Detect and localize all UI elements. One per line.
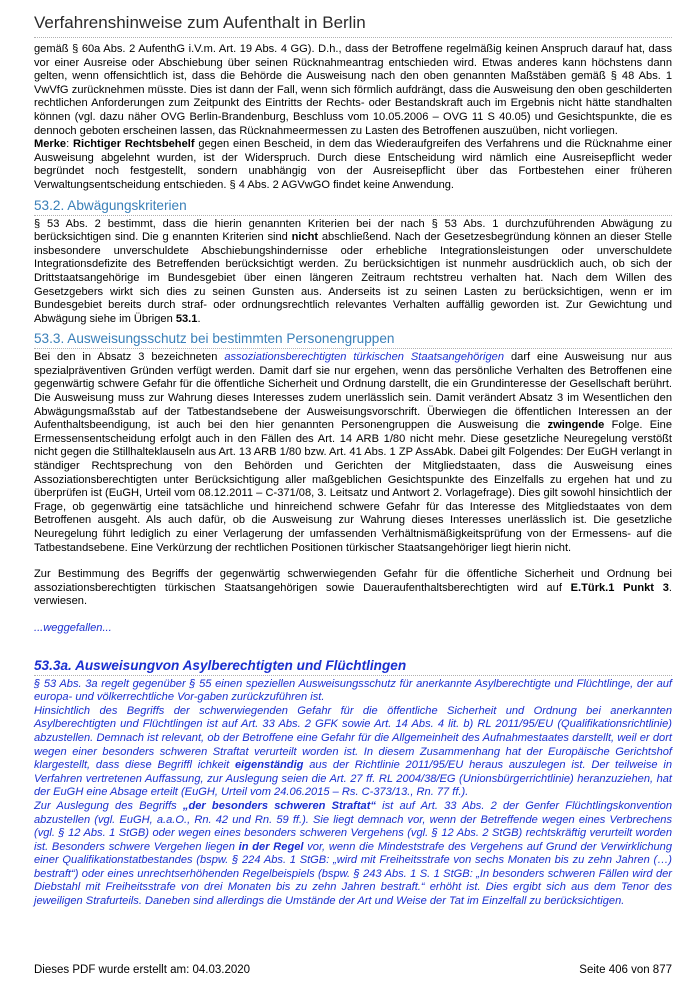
text-run: Bei den in Absatz 3 bezeichneten: [34, 351, 225, 364]
intro-paragraph: gemäß § 60a Abs. 2 AufenthG i.V.m. Art. 19 Abs. 4 GG). D.h., dass der Betroffene regelmäßig keinen Anspruch darauf hat, dass vor einer Ausreise oder Abschiebung über seinen Rücknahmeantrag entschieden wird. Etwas anderes kann höchstens dann gelten, wenn offensichtlich ist, dass die Behörde die Ausweisung nach den oben genannten Maßstäben gemäß § 48 Abs. 1 VwVfG zurücknehmen müsste. Dies ist dann der Fall, wenn sich förmlich aufdrängt, dass die Ausweisung den oben geschilderten rechtlichen Anforderungen zum Zeitpunkt des Eintritts der Rechts- oder Bestandskraft auch im Ergebnis nicht hätte standhalten können (vgl. dazu näher OVG Berlin-Brandenburg, Beschluss vom 10.05.2006 – OVG 11 S 40.05) und Gesichtspunkte, die es dennoch geboten erscheinen lassen, das Rücknahmeermessen zu Lasten des Betroffenen auszuüben, nicht vorliegen.: [34, 43, 672, 137]
section-53-2-paragraph: [34, 218, 672, 327]
text-run: vor, wenn die Mindeststrafe des Vergehens auf Grund der Verwirklichung einer Qualifikationstatbestandes (bspw. § 224 Abs. 1 StGB: „wird mit Freiheitsstrafe von sechs Monaten bis zu zehn Jahren (…) bestraft“) oder eines unrechtserhöhenden Regelbeispiels (bspw. § 243 Abs. 1 S. 1 StGB: „In besonders schweren Fällen wird der Diebstahl mit Freiheitsstrafe von drei Monaten bis zu zehn Jahren bestraft.“ erhöht ist. Dies ergibt sich aus dem Tenor des jeweiligen Strafurteils. Daneben sind allerdings die Umstände der Art und Weise der Tat im Einzelfall zu berücksichtigen.: [34, 840, 673, 908]
text-run: § 53 Abs. 2 bestimmt, dass die hierin genannten Kriterien bei der nach § 53 Abs. 1 durchzuführenden Abwägung zu berücksichtigen sind. Die g enannten Kriterien sind: [34, 217, 672, 244]
merke-paragraph: [34, 138, 672, 192]
bold-run: zwingende: [547, 419, 605, 432]
cross-reference-etuerk[interactable]: E.Türk.1 Punkt 3: [570, 581, 669, 594]
bold-run: in der Regel: [238, 840, 304, 853]
section-53-3a-paragraph-2: [34, 705, 672, 800]
bold-run: nicht: [291, 231, 319, 244]
document-page: [34, 0, 672, 909]
footer-page-number: Seite 406 von 877: [579, 964, 672, 976]
text-run: Folge. Eine Ermessensentscheidung erfolgt auch in den Fällen des Art. 14 ARB 1/80 nicht mehr. Diese gesetzliche Neuregelung verstößt nicht gegen die Stillhalteklauseln aus Art. 13 ARB 1/80 bzw. Art. 41 Abs. 1 ZP AssAbk. Dabei gilt Folgendes: Der EuGH verlangt in ständiger Rechtsprechung von den Behörden und Gerichten der Mitgliedstaaten, dass die Ausweisung eines Assoziationsberechtigten unter Berücksichtigung aller maßgeblichen Gesichtspunkte des Einzelfalls zu ergehen hat und zu überprüfen ist (EuGH, Urteil vom 08.12.2011 – C-371/08, 3. Leitsatz und Antwort 2. Vorlagefrage). Dies gilt sowohl hinsichtlich der Frage, ob gegenwärtig eine tatsächliche und hinreichend schwere Gefahr für das Interesse des Mitgliedstaates von dem Betroffenen ausgeht. Als auch dafür, ob die Ausweisung zur Wahrung dieses Interesses unerlässlich ist. Die gesetzliche Neuregelung führt lediglich zu einer Verlagerung der umfassenden Verhältnismäßigkeitsprüfung von der Ermessens- auf die Tatbestandsebene. Eine Verkürzung der rechtlichen Positionen türkischer Staatsangehöriger liegt hierin nicht.: [34, 419, 672, 554]
text-run: Zur Auslegung des Begriffs: [34, 799, 183, 812]
section-heading-53-2: 53.2. Abwägungskriterien: [34, 197, 672, 216]
section-53-3a-paragraph-3: [34, 800, 672, 909]
text-run: abschließend. Nach der Gesetzesbegründung können an dieser Stelle insbesondere unverschuldete Abschiebungshindernisse oder erhebliche Integrationsleistungen oder unverschuldete Integrationsdefizite des Betreffenden berücksichtigt werden. Zu berücksichtigen ist nunmehr ausdrücklich auch, ob sich der Drittstaatsangehörige im Bundesgebiet über einen längeren Zeitraum rechtstreu verhalten hat. Nach dem Willen des Gesetzgebers wirkt sich dies zu seinen Gunsten aus. Anderseits ist zu seinen Lasten zu berücksichtigen, wenn er im Bundesgebiet bereits durch straf- oder ordnungsrechtlich relevantes Verhalten auffällig geworden ist. Zur Gewichtung und Abwägung siehe im Übrigen: [34, 231, 672, 325]
text-run: . verwiesen.: [34, 581, 672, 608]
section-heading-53-3: 53.3. Ausweisungsschutz bei bestimmten Personengruppen: [34, 330, 672, 349]
text-run: aus der Richtlinie 2011/95/EU heraus auszulegen ist. Der teilweise in Verfahren vertretenen Auffassung, zur Auslegung seien die Art. 27 ff. RL 2004/38/EG (Unionsbürgerrichtlinie) heranzuziehen, hat der EuGH eine Absage erteilt (EuGH, Urteil vom 24.06.2015 – Rs. C-373/13., Rn. 77 ff.).: [34, 759, 672, 799]
bold-run: eigenständig: [235, 759, 304, 772]
section-53-3-paragraph-2: [34, 568, 672, 609]
merke-bold: Richtiger Rechtsbehelf: [72, 138, 195, 151]
section-53-3-paragraph: [34, 351, 672, 555]
removed-note: ...weggefallen...: [34, 621, 112, 634]
cross-reference-53-1[interactable]: 53.1: [175, 312, 198, 325]
footer-created-date: Dieses PDF wurde erstellt am: 04.03.2020: [34, 964, 251, 976]
text-run: .: [197, 312, 201, 325]
merke-colon: :: [66, 138, 73, 151]
text-run: ist auf Art. 33 Abs. 2 der Genfer Flüchtlingskonvention abzustellen (vgl. EuGH, a.a.O., Rn. 42 und Rn. 59 ff.). Sie liegt demnach vor, wenn der Betreffende wegen eines Verbrechens (vgl. § 12 Abs. 1 StGB) oder wegen eines besonders schweren Vergehens (vgl. § 12 Abs. 2 StGB) rechtskräftig verurteilt worden ist. Besonders schwere Vergehen liegen: [34, 799, 672, 853]
merke-text: gegen einen Bescheid, in dem das Wiederaufgreifen des Verfahrens und die Rücknahme einer Ausweisung abgelehnt wurden, ist der Widerspruch. Durch diese Entscheidung wird nämlich eine Ausreisepflicht weder begründet noch festgestellt, sondern unabhängig von der Ausreisepflicht über das Fortbestehen einer früheren Verwaltungsentscheidung entschieden. § 4 Abs. 2 AGVwGO findet keine Anwendung.: [34, 138, 672, 191]
bold-run: „der besonders schweren Straftat“: [182, 799, 376, 812]
section-heading-53-3a: 53.3a. Ausweisungvon Asylberechtigten und Flüchtlingen: [34, 657, 672, 676]
text-run: Hinsichtlich des Begriffs der schwerwiegenden Gefahr für die öffentliche Sicherheit und Ordnung bei anerkannten Asylberechtigten und Flüchtlingen ist auf Art. 33 Abs. 2 GFK sowie Art. 14 Abs. 4 lit. b) RL 2011/95/EU (Qualifikationsrichtlinie) abzustellen. Demnach ist relevant, ob der Betroffene eine Gefahr für die Allgemeinheit des Aufnahmestaates darstellt, weil er dort wegen einer besonders schweren Straftat verurteilt worden ist. In diesem Zusammenhang hat der Europäische Gerichtshof klargestellt, dass diese Begriffl ichkeit: [34, 704, 672, 772]
text-run: darf eine Ausweisung nur aus spezialpräventiven Gründen verfügt werden. Damit darf sie nur ergehen, wenn das persönliche Verhalten des Betroffenen eine gegenwärtig schwere Gefahr für die öffentliche Sicherheit und Ordnung darstellt, die ein Grundinteresse der Gesellschaft berührt. Die Ausweisung muss zur Wahrung dieses Interesses zudem unerlässlich sein. Damit verändert Absatz 3 im Wesentlichen den Abwägungsmaßstab auf der Tatbestandsebene der Ausweisungsvorschrift. Überwiegen die öffentlichen Interessen an der Aufenthaltsbeendigung, ist auch bei den hier genannten Personengruppen die Ausweisung die: [34, 351, 672, 432]
page-title: Verfahrenshinweise zum Aufenthalt in Berlin: [34, 13, 672, 38]
section-53-3a-paragraph-1: § 53 Abs. 3a regelt gegenüber § 55 einen speziellen Ausweisungsschutz für anerkannte Asylberechtigte und Flüchtlinge, der auf europa- und völkerrechtliche Vor-gaben zurückzuführen ist.: [34, 677, 672, 704]
section-53-3a-body: [34, 678, 672, 909]
link-assoziationsberechtigte[interactable]: assoziationsberechtigten türkischen Staatsangehörigen: [224, 351, 505, 364]
page-footer: [34, 964, 672, 976]
text-run: Zur Bestimmung des Begriffs der gegenwärtig schwerwiegenden Gefahr für die öffentliche Sicherheit und Ordnung bei assoziationsberechtigten türkischen Staatsangehörigen sowie Daueraufenthaltsberechtigten wird auf: [34, 568, 672, 594]
merke-label: Merke: [34, 138, 67, 151]
